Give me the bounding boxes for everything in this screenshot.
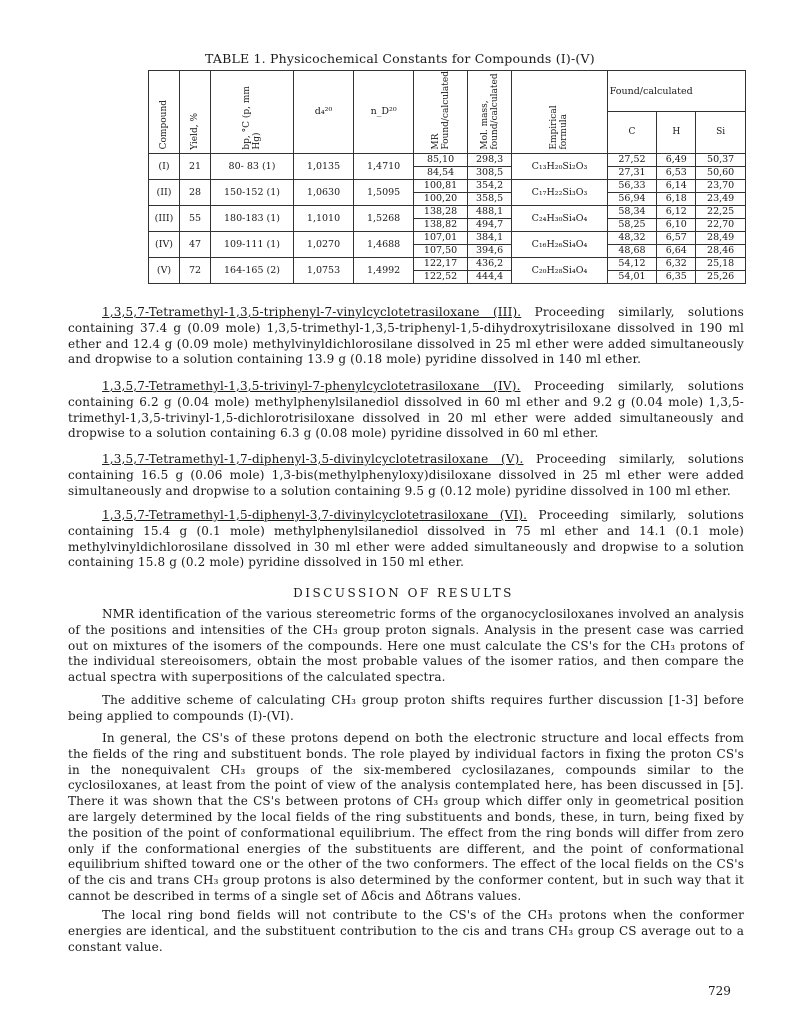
cell-mol-mass: 354,2 358,5 [467,179,511,205]
cell-refractive-index: 1,4992 [354,257,414,283]
paragraph-body: Proceeding similarly, solutions containing 15.4 g (0.1 mole) methylphenylsilanediol dissolved in 75 ml ether and 14.1 (0.1 mole) methylvinyldichlorosilane dissolved in 30 ml ether were added simultaneously and dropwise to a solution containing 15.8 g (0.2 mole) pyridine dissolved in 150 ml ether. [68,508,744,570]
paragraph-body: Proceeding similarly, solutions containing 37.4 g (0.09 mole) 1,3,5-trimethyl-1,3,5-triphenyl-1,5-dihydroxytrisiloxane dissolved in 190 ml ether and 12.4 g (0.09 mole) methylvinyldichlorosilane dissolved in 25 ml ether were added simultaneously and dropwise to a solution containing 13.9 g (0.18 mole) pyridine dissolved in 140 ml ether. [68,305,744,367]
paragraph-compound-iv [68,379,744,442]
paragraph-nmr: NMR identification of the various stereometric forms of the organocyclosiloxanes involved an analysis of the positions and intensities of the CH₃ group proton signals. Analysis in the present case was carried out on mixtures of the isomers of the compounds. Here one must calculate the CS's for the CH₃ protons of the individual stereoisomers, obtain the most probable values of the isomer ratios, and then compare the actual spectra with superpositions of the calculated spectra. [68,607,744,685]
paragraph-general: In general, the CS's of these protons depend on both the electronic structure and local effects from the fields of the ring and substituent bonds. The role played by individual factors in fixing the proton CS's in the nonequivalent CH₃ groups of the six-membered cyclosilazanes, compounds similar to the cyclosiloxanes, at least from the point of view of the analysis contemplated here, has been discussed in [5]. There it was shown that the CS's between protons of CH₃ group which differ only in geometrical position are largely determined by the local fields of the ring substituents and bonds, these, in turn, being fixed by the position of the point of conformational equilibrium. The effect from the ring bonds will differ from zero only if the conformational energies of the substituents are different, and the point of conformational equilibrium shifted toward one or the other of the two conformers. The effect of the local fields on the CS's of the cis and trans CH₃ group protons is also determined by the conformer content, but in such way that it cannot be described in terms of a single set of Δδcis and Δδtrans values. [68,731,744,903]
cell-bp: 109-111 (1) [211,231,294,257]
cell-yield: 47 [180,231,211,257]
compound-title: 1,3,5,7-Tetramethyl-1,5-diphenyl-3,7-divinylcyclotetrasiloxane (VI). [102,508,528,522]
compound-title: 1,3,5,7-Tetramethyl-1,7-diphenyl-3,5-divinylcyclotetrasiloxane (V). [102,452,524,466]
cell-mr: 107,01 107,50 [414,231,468,257]
cell-bp: 180-183 (1) [211,205,294,231]
cell-mr: 100,81 100,20 [414,179,468,205]
header-compound: Compound [149,71,180,154]
cell-density: 1,0135 [294,153,354,179]
table-row [149,179,746,205]
cell-formula: C₂₀H₂₈Si₄O₄ [512,257,607,283]
cell-refractive-index: 1,4710 [354,153,414,179]
cell-mol-mass: 384,1 394,6 [467,231,511,257]
cell-formula: C₁₇H₂₂Si₃O₃ [512,179,607,205]
cell-mol-mass: 298,3 308,5 [467,153,511,179]
header-si: Si [696,112,746,153]
cell-refractive-index: 1,5095 [354,179,414,205]
cell-h: 6,49 6,53 [657,153,696,179]
paragraph-compound-v [68,452,744,499]
cell-formula: C₂₄H₃₀Si₄O₄ [512,205,607,231]
cell-formula: C₁₃H₂₀Si₂O₃ [512,153,607,179]
cell-compound: (II) [149,179,180,205]
cell-si: 50,37 50,60 [696,153,746,179]
physicochemical-table [148,70,746,284]
header-formula: Empirical formula [512,71,607,154]
header-found-calculated: Found/calculated [607,71,745,112]
cell-mr: 138,28 138,82 [414,205,468,231]
cell-si: 28,49 28,46 [696,231,746,257]
paragraph-local-fields: The local ring bond fields will not contribute to the CS's of the CH₃ protons when the conformer energies are identical, and the substituent contribution to the cis and trans CH₃ group CS average out to a constant value. [68,908,744,954]
cell-mr: 122,17 122,52 [414,257,468,283]
header-mol-mass: Mol. mass, found/calculated [467,71,511,154]
cell-c: 54,12 54,01 [607,257,657,283]
cell-yield: 55 [180,205,211,231]
cell-compound: (I) [149,153,180,179]
cell-mol-mass: 488,1 494,7 [467,205,511,231]
paragraph-additive-scheme: The additive scheme of calculating CH₃ group proton shifts requires further discussion [1-3] before being applied to compounds (I)-(VI). [68,693,744,723]
cell-bp: 164-165 (2) [211,257,294,283]
cell-density: 1,0753 [294,257,354,283]
header-mr: MR Found/calculated [414,71,468,154]
compound-title: 1,3,5,7-Tetramethyl-1,3,5-trivinyl-7-phenylcyclotetrasiloxane (IV). [102,379,521,393]
page-number: 729 [708,984,731,998]
paragraph-compound-vi [68,508,744,571]
cell-density: 1,0630 [294,179,354,205]
cell-si: 25,18 25,26 [696,257,746,283]
cell-c: 48,32 48,68 [607,231,657,257]
header-refractive-index: n_D²⁰ [354,71,414,154]
table-row [149,205,746,231]
cell-bp: 150-152 (1) [211,179,294,205]
table-row [149,257,746,283]
paragraph-body: Proceeding similarly, solutions containing 6.2 g (0.04 mole) methylphenylsilanediol dissolved in 60 ml ether and 9.2 g (0.04 mole) 1,3,5-trimethyl-1,3,5-trivinyl-1,5-dichlorotrisiloxane dissolved in 20 ml ether were added simultaneously and dropwise to a solution containing 6.3 g (0.08 mole) pyridine dissolved in 60 ml ether. [68,379,744,441]
section-heading: DISCUSSION OF RESULTS [293,586,514,600]
paragraph-compound-iii [68,305,744,368]
cell-formula: C₁₆H₂₆Si₄O₄ [512,231,607,257]
cell-mr: 85,10 84,54 [414,153,468,179]
cell-bp: 80- 83 (1) [211,153,294,179]
cell-yield: 28 [180,179,211,205]
cell-density: 1,1010 [294,205,354,231]
cell-c: 27,52 27,31 [607,153,657,179]
cell-yield: 72 [180,257,211,283]
cell-density: 1,0270 [294,231,354,257]
cell-h: 6,14 6,18 [657,179,696,205]
cell-c: 56,33 56,94 [607,179,657,205]
cell-mol-mass: 436,2 444,4 [467,257,511,283]
cell-c: 58,34 58,25 [607,205,657,231]
table-caption: TABLE 1. Physicochemical Constants for Compounds (I)-(V) [205,51,595,66]
header-bp: bp, °C (p, mm Hg) [211,71,294,154]
header-density: d₄²⁰ [294,71,354,154]
cell-h: 6,57 6,64 [657,231,696,257]
compound-title: 1,3,5,7-Tetramethyl-1,3,5-triphenyl-7-vinylcyclotetrasiloxane (III). [102,305,522,319]
table-row [149,231,746,257]
cell-si: 22,25 22,70 [696,205,746,231]
cell-refractive-index: 1,4688 [354,231,414,257]
cell-si: 23,70 23,49 [696,179,746,205]
cell-compound: (III) [149,205,180,231]
cell-h: 6,12 6,10 [657,205,696,231]
cell-h: 6,32 6,35 [657,257,696,283]
paragraph-body: Proceeding similarly, solutions containing 16.5 g (0.06 mole) 1,3-bis(methylphenyloxy)disiloxane dissolved in 25 ml ether were added simultaneously and dropwise to a solution containing 9.5 g (0.12 mole) pyridine dissolved in 100 ml ether. [68,452,744,498]
header-c: C [607,112,657,153]
header-yield: Yield, % [180,71,211,154]
cell-yield: 21 [180,153,211,179]
cell-compound: (V) [149,257,180,283]
table-row [149,153,746,179]
header-h: H [657,112,696,153]
cell-refractive-index: 1,5268 [354,205,414,231]
cell-compound: (IV) [149,231,180,257]
